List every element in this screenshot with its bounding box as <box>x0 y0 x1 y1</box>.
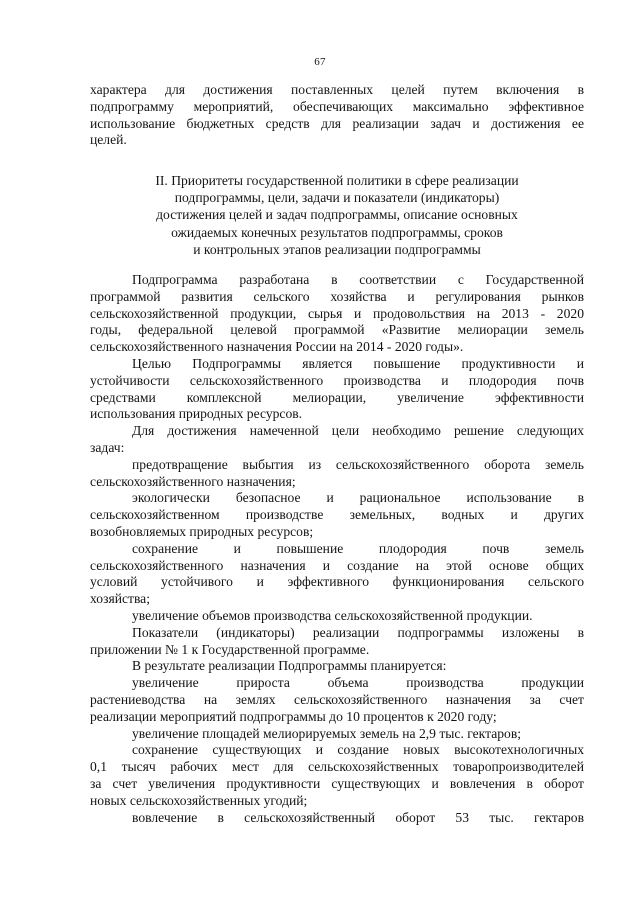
paragraph-line: годы, федеральной целевой программой «Развитие мелиорации земель <box>90 322 584 338</box>
paragraph <box>90 742 584 809</box>
paragraph-line: Показатели (индикаторы) реализации подпрограммы изложены в <box>132 624 584 640</box>
paragraph-line: сельскохозяйственного назначения и создание на этой основе общих <box>90 557 584 573</box>
heading-line: ожидаемых конечных результатов подпрограммы, сроков <box>171 224 503 240</box>
paragraph-line: Целью Подпрограммы является повышение продуктивности и <box>132 355 584 371</box>
paragraph-line: 0,1 тысяч рабочих мест для сельскохозяйственных товаропроизводителей <box>90 759 584 775</box>
intro-paragraph <box>90 82 584 149</box>
paragraph-line: вовлечение в сельскохозяйственный оборот 53 тыс. гектаров <box>132 809 584 825</box>
paragraph-line: сохранение и повышение плодородия почв земель <box>132 540 584 556</box>
heading-line: подпрограммы, цели, задачи и показатели (индикаторы) <box>174 190 500 206</box>
paragraph <box>90 541 584 608</box>
paragraph-line: сохранение существующих и создание новых высокотехнологичных <box>132 742 584 758</box>
paragraph-line: устойчивости сельскохозяйственного производства и плодородия почв <box>90 372 584 388</box>
paragraph-line: увеличение площадей мелиорируемых земель на 2,9 тыс. гектаров; <box>132 725 522 741</box>
paragraph-line: сельскохозяйственного назначения; <box>90 473 296 489</box>
paragraph-line: новых сельскохозяйственных угодий; <box>90 792 308 808</box>
paragraph-line: условий устойчивого и эффективного функционирования сельского <box>90 574 584 590</box>
paragraph-line: использования природных ресурсов. <box>90 406 303 422</box>
section-heading <box>90 172 584 258</box>
paragraph <box>90 457 584 491</box>
paragraph-line: за счет увеличения продуктивности существующих и вовлечения в оборот <box>90 775 584 791</box>
paragraph <box>90 423 584 457</box>
paragraph-line: реализации мероприятий подпрограммы до 10 процентов к 2020 году; <box>90 708 497 724</box>
heading-line: и контрольных этапов реализации подпрограммы <box>193 241 481 257</box>
paragraph-line: приложении № 1 к Государственной программе. <box>90 641 370 657</box>
paragraph-line: хозяйства; <box>90 591 150 607</box>
intro-line: использование бюджетных средств для реализации задач и достижения ее <box>90 115 584 131</box>
paragraph-line: экологически безопасное и рациональное использование в <box>132 490 584 506</box>
heading-line: II. Приоритеты государственной политики в сфере реализации <box>155 173 519 188</box>
paragraph-line: В результате реализации Подпрограммы планируется: <box>132 658 447 674</box>
paragraph-line: увеличение объемов производства сельскохозяйственной продукции. <box>132 607 533 623</box>
intro-line: целей. <box>90 132 127 148</box>
paragraph <box>90 726 584 743</box>
paragraph <box>90 675 584 725</box>
paragraph <box>90 608 584 625</box>
paragraph-line: средствами комплексной мелиорации, увеличение эффективности <box>90 389 584 405</box>
paragraph-line: возобновляемых природных ресурсов; <box>90 523 314 539</box>
intro-line: подпрограмму мероприятий, обеспечивающих максимально эффективное <box>90 98 584 114</box>
paragraph <box>90 272 584 356</box>
paragraph-line: растениеводства на землях сельскохозяйственного назначения за счет <box>90 691 584 707</box>
paragraph <box>90 490 584 540</box>
paragraph-line: Подпрограмма разработана в соответствии с Государственной <box>132 272 584 287</box>
paragraph-line: сельскохозяйственного назначения России на 2014 - 2020 годы». <box>90 339 464 355</box>
body-text <box>90 272 584 826</box>
paragraph-line: сельскохозяйственной продукции, сырья и продовольствия на 2013 - 2020 <box>90 305 584 321</box>
paragraph <box>90 625 584 659</box>
paragraph-line: задач: <box>90 439 125 455</box>
paragraph <box>90 810 584 827</box>
paragraph <box>90 658 584 675</box>
paragraph-line: сельскохозяйственном производстве земельных, водных и других <box>90 507 584 523</box>
heading-line: достижения целей и задач подпрограммы, описание основных <box>156 207 518 223</box>
paragraph-line: Для достижения намеченной цели необходимо решение следующих <box>132 423 584 439</box>
paragraph-line: программой развития сельского хозяйства и регулирования рынков <box>90 288 584 304</box>
paragraph-line: предотвращение выбытия из сельскохозяйственного оборота земель <box>132 456 584 472</box>
paragraph <box>90 356 584 423</box>
page-number: 67 <box>314 56 326 68</box>
paragraph-line: увеличение прироста объема производства продукции <box>132 675 584 691</box>
intro-line: характера для достижения поставленных целей путем включения в <box>90 82 584 97</box>
